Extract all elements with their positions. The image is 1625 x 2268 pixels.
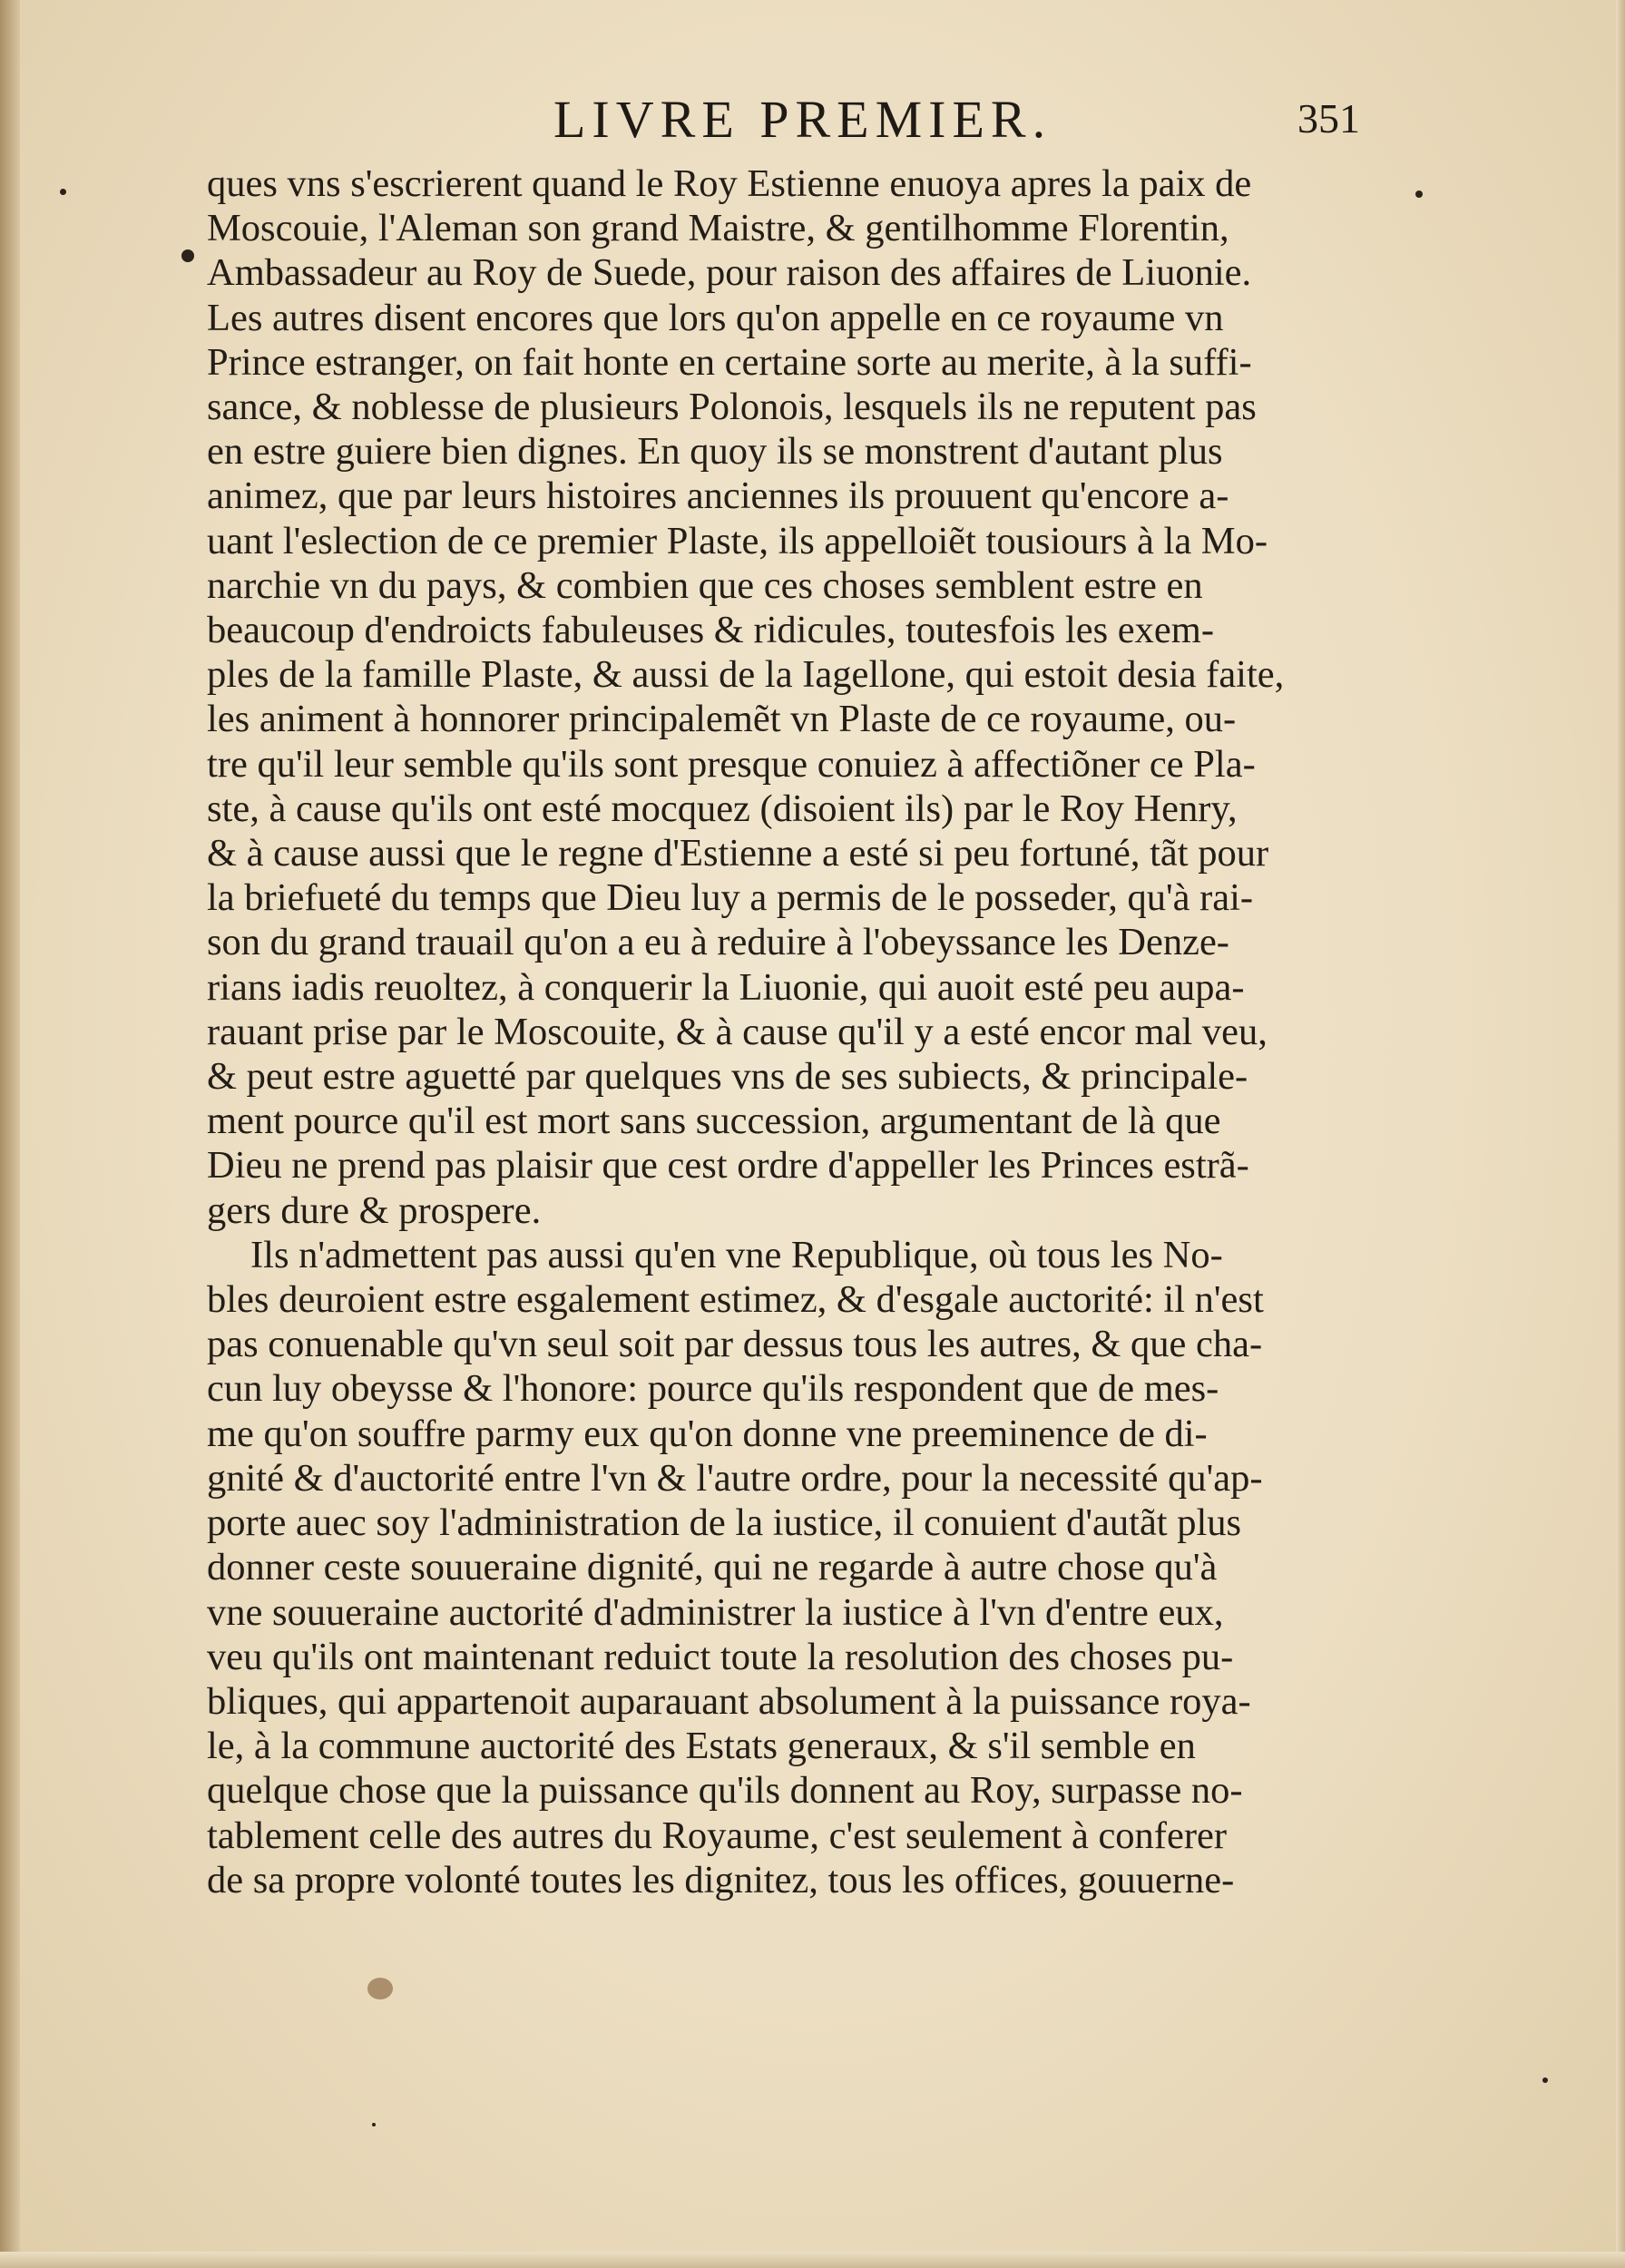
text-line: ste, à cause qu'ils ont esté mocquez (disoient ils) par le Roy Henry, bbox=[207, 787, 1238, 830]
paragraph-first-line: Ils n'admettent pas aussi qu'en vne Republique, où tous les No- bbox=[250, 1233, 1223, 1276]
text-line: gers dure & prospere. bbox=[207, 1188, 542, 1232]
text-line: animez, que par leurs histoires anciennes ils prouuent qu'encore a- bbox=[207, 474, 1229, 518]
text-line: vne souueraine auctorité d'administrer la iustice à l'vn d'entre eux, bbox=[207, 1590, 1224, 1634]
text-line: cun luy obeysse & l'honore: pource qu'ils respondent que de mes- bbox=[207, 1367, 1219, 1411]
text-line: beaucoup d'endroicts fabuleuses & ridicules, toutesfois les exem- bbox=[207, 609, 1214, 652]
text-line: Dieu ne prend pas plaisir que cest ordre d'appeller les Princes estrã- bbox=[207, 1144, 1249, 1188]
page-right-edge bbox=[1616, 0, 1625, 2268]
text-line: en estre guiere bien dignes. En quoy ils se monstrent d'autant plus bbox=[207, 430, 1223, 474]
text-line: Les autres disent encores que lors qu'on appelle en ce royaume vn bbox=[207, 296, 1224, 339]
text-line: pas conuenable qu'vn seul soit par dessus tous les autres, & que cha- bbox=[207, 1323, 1263, 1366]
text-line: tre qu'il leur semble qu'ils sont presque conuiez à affectiõner ce Pla- bbox=[207, 742, 1256, 786]
text-line: ques vns s'escrierent quand le Roy Estienne enuoya apres la paix de bbox=[207, 162, 1252, 205]
text-line: bliques, qui appartenoit auparauant absolument à la puissance roya- bbox=[207, 1679, 1251, 1723]
ink-speck bbox=[60, 189, 66, 195]
text-line: ment pource qu'il est mort sans succession, argumentant de là que bbox=[207, 1100, 1221, 1143]
text-line: narchie vn du pays, & combien que ces choses semblent estre en bbox=[207, 563, 1203, 607]
ink-speck bbox=[1542, 2077, 1548, 2083]
text-line: ples de la famille Plaste, & aussi de la Iagellone, qui estoit desia faite, bbox=[207, 653, 1285, 697]
page-header bbox=[0, 89, 1625, 152]
text-line: la briefueté du temps que Dieu luy a permis de le posseder, qu'à rai- bbox=[207, 876, 1254, 920]
text-line: veu qu'ils ont maintenant reduict toute la resolution des choses pu- bbox=[207, 1635, 1234, 1678]
ink-speck bbox=[372, 2123, 376, 2126]
text-line: & à cause aussi que le regne d'Estienne a esté si peu fortuné, tãt pour bbox=[207, 832, 1269, 875]
page-gutter-shadow bbox=[0, 0, 20, 2268]
text-line: son du grand trauail qu'on a eu à reduire à l'obeyssance les Denze- bbox=[207, 921, 1229, 964]
text-line: porte auec soy l'administration de la iustice, il conuient d'autãt plus bbox=[207, 1501, 1242, 1545]
page-bottom-edge bbox=[0, 2252, 1625, 2268]
text-line: donner ceste souueraine dignité, qui ne regarde à autre chose qu'à bbox=[207, 1546, 1218, 1589]
text-line: bles deuroient estre esgalement estimez, & d'esgale auctorité: il n'est bbox=[207, 1278, 1264, 1322]
ink-speck bbox=[1415, 191, 1423, 198]
text-line: Moscouie, l'Aleman son grand Maistre, & gentilhomme Florentin, bbox=[207, 207, 1229, 250]
running-title: LIVRE PREMIER. bbox=[553, 90, 1052, 149]
text-line: gnité & d'auctorité entre l'vn & l'autre ordre, pour la necessité qu'ap- bbox=[207, 1456, 1263, 1500]
text-line: rians iadis reuoltez, à conquerir la Liuonie, qui auoit esté peu aupa- bbox=[207, 965, 1245, 1009]
body-text bbox=[207, 161, 1377, 1902]
text-line: Prince estranger, on fait honte en certaine sorte au merite, à la suffi- bbox=[207, 340, 1252, 384]
text-line: le, à la commune auctorité des Estats generaux, & s'il semble en bbox=[207, 1725, 1196, 1768]
text-line: quelque chose que la puissance qu'ils donnent au Roy, surpasse no- bbox=[207, 1769, 1243, 1813]
text-line: les animent à honnorer principalemẽt vn Plaste de ce royaume, ou- bbox=[207, 698, 1237, 741]
ink-blot bbox=[367, 1978, 393, 1999]
text-line: Ambassadeur au Roy de Suede, pour raison des affaires de Liuonie. bbox=[207, 251, 1252, 295]
text-line: de sa propre volonté toutes les dignitez, tous les offices, gouuerne- bbox=[207, 1858, 1235, 1901]
text-line: me qu'on souffre parmy eux qu'on donne vne preeminence de di- bbox=[207, 1412, 1208, 1455]
text-line: & peut estre aguetté par quelques vns de ses subiects, & principale- bbox=[207, 1055, 1248, 1099]
page-number: 351 bbox=[1297, 95, 1360, 142]
text-line: rauant prise par le Moscouite, & à cause qu'il y a esté encor mal veu, bbox=[207, 1010, 1268, 1053]
text-line: uant l'eslection de ce premier Plaste, ils appelloiẽt tousiours à la Mo- bbox=[207, 519, 1268, 562]
ink-speck bbox=[181, 249, 194, 262]
text-line: sance, & noblesse de plusieurs Polonois, lesquels ils ne reputent pas bbox=[207, 386, 1257, 429]
text-line: tablement celle des autres du Royaume, c'est seulement à conferer bbox=[207, 1813, 1227, 1857]
